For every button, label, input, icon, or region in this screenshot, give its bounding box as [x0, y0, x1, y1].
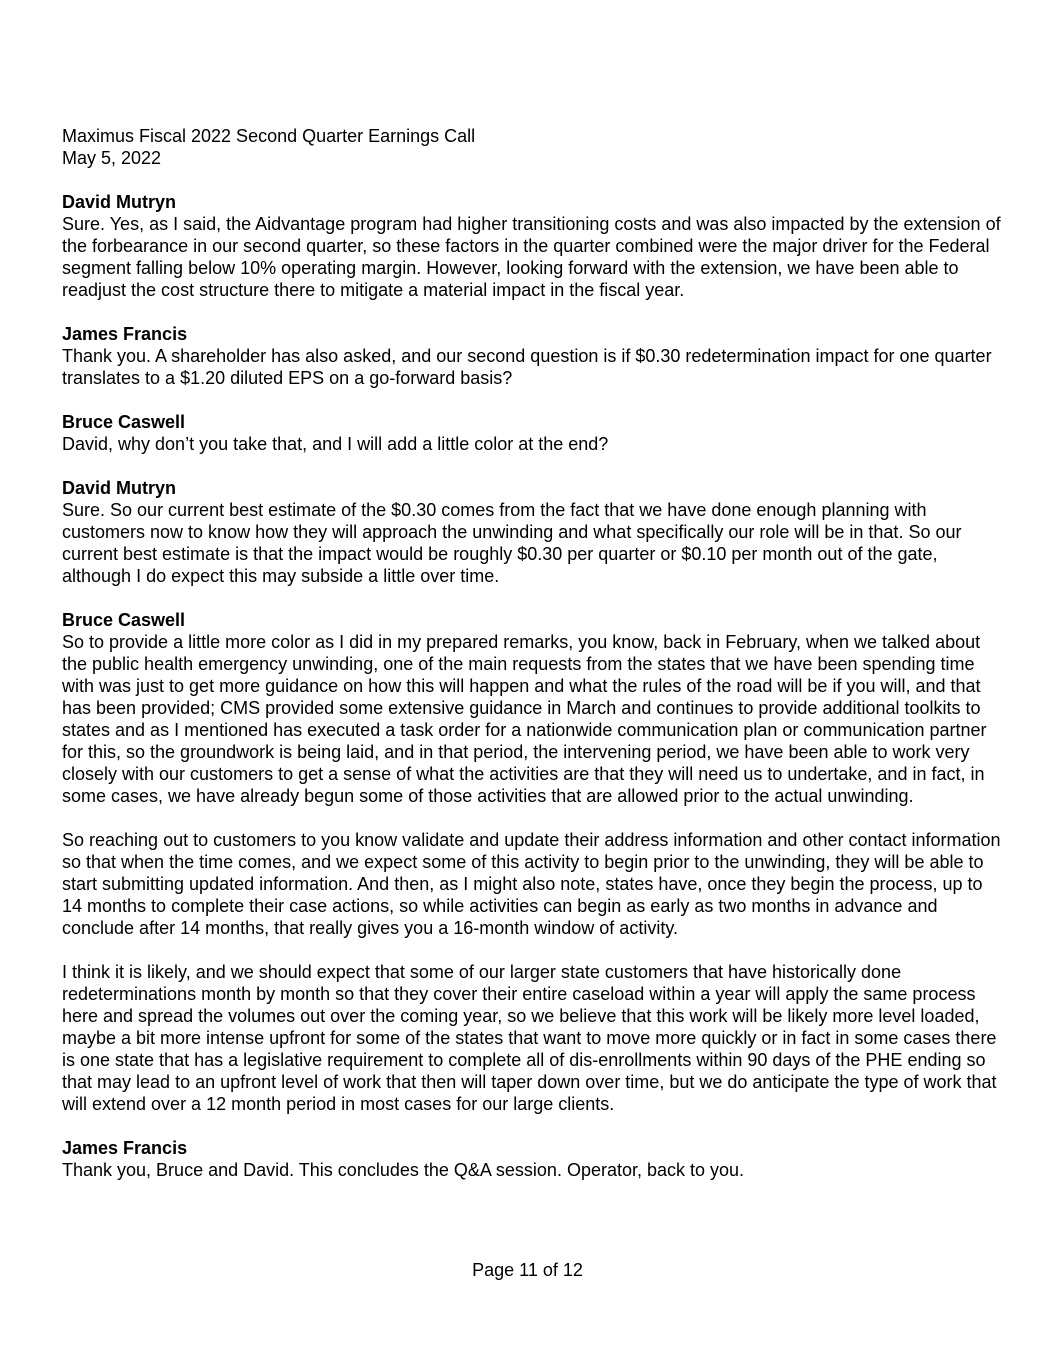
transcript-paragraph: Thank you. A shareholder has also asked, and our second question is if $0.30 redetermination impact for one quarter translates to a $1.20 diluted EPS on a go-forward basis? — [62, 346, 992, 388]
spacer — [62, 169, 1002, 191]
transcript-paragraph: I think it is likely, and we should expect that some of our larger state customers that have historically done redeterminations month by month so that they cover their entire caseload within a year will apply the same process here and spread the volumes out over the coming year, so we believe that this work will be likely more level loaded, maybe a bit more intense upfront for some of the states that want to move more quickly or in fact in some cases there is one state that has a legislative requirement to complete all of dis-enrollments within 90 days of the PHE ending so that may lead to an upfront level of work that then will taper down over time, but we do anticipate the type of work that will extend over a 12 month period in most cases for our large clients. — [62, 962, 997, 1114]
document-title: Maximus Fiscal 2022 Second Quarter Earnings Call — [62, 126, 476, 146]
transcript-paragraph: So to provide a little more color as I did in my prepared remarks, you know, back in February, when we talked about the public health emergency unwinding, one of the main requests from the states that we have been spending time with was just to get more guidance on how this will happen and what the rules of the road will be if you will, and that has been provided; CMS provided some extensive guidance in March and continues to provide additional toolkits to states and as I mentioned has executed a task order for a nationwide communication plan or communication partner for this, so the groundwork is being laid, and in that period, the intervening period, we have been able to work very closely with our customers to get a sense of what the activities are that they will need us to undertake, and in fact, in some cases, we have already begun some of those activities that are allowed prior to the actual unwinding. — [62, 632, 987, 806]
transcript-paragraph: David, why don’t you take that, and I will add a little color at the end? — [62, 434, 609, 454]
page-number: Page 11 of 12 — [472, 1260, 583, 1280]
transcript-paragraph: So reaching out to customers to you know validate and update their address information and other contact information so that when the time comes, and we expect some of this activity to begin prior to the unwinding, they will be able to start submitting updated information. And then, as I might also note, states have, once they begin the process, up to 14 months to complete their case actions, so while activities can begin as early as two months in advance and conclude after 14 months, that really gives you a 16-month window of activity. — [62, 830, 1001, 938]
transcript-paragraph: Sure. So our current best estimate of the $0.30 comes from the fact that we have done enough planning with customers now to know how they will approach the unwinding and what specifically our role will be in that. So our current best estimate is that the impact would be roughly $0.30 per quarter or $0.10 per month out of the gate, although I do expect this may subside a little over time. — [62, 500, 962, 586]
speaker-name: James Francis — [62, 324, 188, 344]
spacer — [62, 807, 1002, 829]
spacer — [62, 939, 1002, 961]
spacer — [62, 389, 1002, 411]
transcript-paragraph: Sure. Yes, as I said, the Aidvantage program had higher transitioning costs and was also impacted by the extension of the forbearance in our second quarter, so these factors in the quarter combined were the major driver for the Federal segment falling below 10% operating margin. However, looking forward with the extension, we have been able to readjust the cost structure there to mitigate a material impact in the fiscal year. — [62, 214, 1001, 300]
transcript-block — [62, 1137, 1002, 1181]
transcript-block — [62, 477, 1002, 587]
spacer — [62, 1115, 1002, 1137]
transcript-paragraph: Thank you, Bruce and David. This concludes the Q&A session. Operator, back to you. — [62, 1160, 745, 1180]
spacer — [62, 301, 1002, 323]
speaker-name: Bruce Caswell — [62, 610, 186, 630]
transcript-block — [62, 191, 1002, 301]
speaker-name: David Mutryn — [62, 478, 177, 498]
transcript-block — [62, 323, 1002, 389]
speaker-name: David Mutryn — [62, 192, 177, 212]
document-page — [62, 125, 1002, 1181]
speaker-name: Bruce Caswell — [62, 412, 186, 432]
transcript-block — [62, 411, 1002, 455]
document-date: May 5, 2022 — [62, 148, 162, 168]
spacer — [62, 455, 1002, 477]
transcript-block — [62, 609, 1002, 1115]
spacer — [62, 587, 1002, 609]
speaker-name: James Francis — [62, 1138, 188, 1158]
